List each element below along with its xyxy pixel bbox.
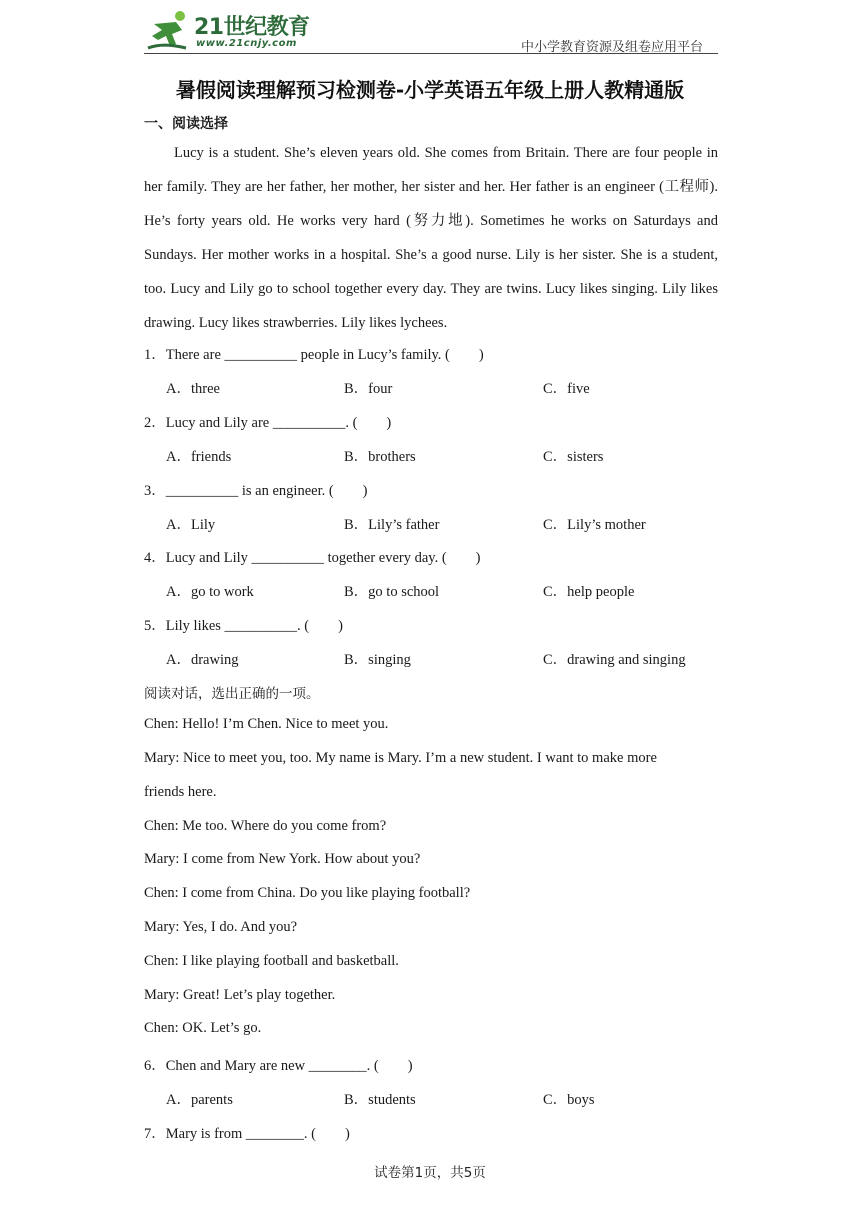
page-footer: 试卷第1页，共5页	[374, 1165, 486, 1181]
dialogue-line: Chen: I come from China. Do you like playing football?	[144, 885, 471, 901]
option-4a: A．go to work	[166, 584, 254, 600]
option-6b: B．students	[344, 1092, 416, 1108]
question-3: 3．__________ is an engineer. ( )	[144, 483, 368, 499]
option-1b: B．four	[344, 381, 393, 397]
platform-name: 中小学教育资源及组卷应用平台	[520, 40, 703, 55]
option-2a: A．friends	[166, 449, 232, 465]
option-4b: B．go to school	[344, 584, 440, 600]
dialogue-line: Chen: Me too. Where do you come from?	[144, 818, 387, 834]
option-2b: B．brothers	[344, 449, 416, 465]
section-heading-reading: 一、阅读选择	[144, 116, 228, 132]
option-5a: A．drawing	[166, 652, 239, 668]
option-1c: C．five	[543, 381, 590, 397]
logo-text: 21世纪教育	[194, 15, 310, 40]
option-3a: A．Lily	[166, 517, 216, 533]
option-4c: C．help people	[543, 584, 635, 600]
question-5: 5．Lily likes __________. ( )	[144, 618, 343, 634]
option-3c: C．Lily’s mother	[543, 517, 646, 533]
option-6a: A．parents	[166, 1092, 233, 1108]
question-7: 7．Mary is from ________. ( )	[144, 1126, 350, 1142]
question-4: 4．Lucy and Lily __________ together every day. ( )	[144, 550, 481, 566]
dialogue-line: Chen: I like playing football and basketball.	[144, 953, 399, 969]
option-5c: C．drawing and singing	[543, 652, 686, 668]
dialogue-line: friends here.	[144, 784, 217, 800]
dialogue-instruction: 阅读对话，选出正确的一项。	[144, 686, 320, 702]
document-title: 暑假阅读理解预习检测卷-小学英语五年级上册人教精通版	[175, 78, 685, 102]
dialogue-line: Mary: I come from New York. How about you?	[144, 851, 421, 867]
question-2: 2．Lucy and Lily are __________. ( )	[144, 415, 392, 431]
option-5b: B．singing	[344, 652, 411, 668]
logo-url: www.21cnjy.com	[196, 38, 297, 49]
dialogue-line: Chen: OK. Let’s go.	[144, 1020, 262, 1036]
option-2c: C．sisters	[543, 449, 604, 465]
runner-icon	[146, 10, 192, 52]
option-3b: B．Lily’s father	[344, 517, 440, 533]
question-6: 6．Chen and Mary are new ________. ( )	[144, 1058, 413, 1074]
question-1: 1．There are __________ people in Lucy’s family. ( )	[144, 347, 484, 363]
dialogue-line: Chen: Hello! I’m Chen. Nice to meet you.	[144, 716, 389, 732]
site-logo	[146, 8, 316, 52]
option-1a: A．three	[166, 381, 220, 397]
dialogue-line: Mary: Great! Let’s play together.	[144, 987, 336, 1003]
reading-passage: Lucy is a student. She’s eleven years old. She comes from Britain. There are four people in her family. They are her father, her mother, her sister and her. Her father is an engineer (工程师). He’s forty years old. He works very hard (努力地). Sometimes he works on Saturdays and Sundays. Her mother works in a hospital. She’s a good nurse. Lily is her sister. She is a student, too. Lucy and Lily go to school together every day. They are twins. Lucy likes singing. Lily likes drawing. Lucy likes strawberries. Lily likes lychees.	[144, 145, 718, 331]
option-6c: C．boys	[543, 1092, 595, 1108]
header-divider	[144, 53, 718, 54]
dialogue-line: Mary: Yes, I do. And you?	[144, 919, 298, 935]
dialogue-line: Mary: Nice to meet you, too. My name is Mary. I’m a new student. I want to make more	[144, 750, 657, 766]
